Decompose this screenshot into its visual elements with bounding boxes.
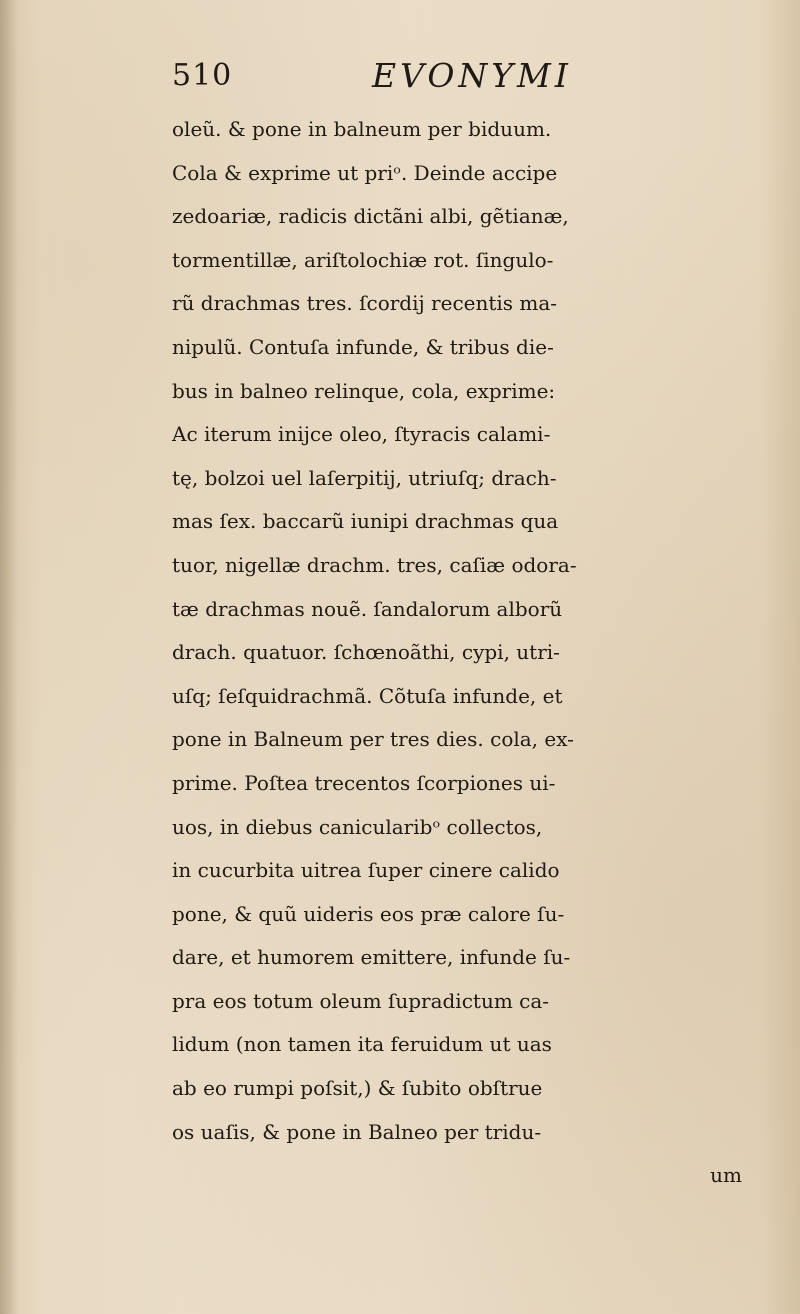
text-line: pone, & quũ uideris eos præ calore ſu- [172, 901, 565, 926]
text-line: in cucurbita uitrea ſuper cinere calido [172, 858, 560, 883]
text-line: tę, bolzoi uel laſerpitij, utriuſq; drach- [172, 465, 557, 490]
text-line: tuor, nigellæ drachm. tres, caſiæ odora- [172, 552, 577, 577]
text-line: prime. Poſtea trecentos ſcorpiones ui- [172, 770, 556, 795]
text-line: drach. quatuor. ſchœnoãthi, cypi, utri- [172, 640, 560, 665]
text-line: tormentillæ, ariſtolochiæ rot. ſingulo- [172, 247, 554, 272]
text-line: dare, et humorem emittere, infunde ſu- [172, 945, 571, 970]
text-line: Cola & exprime ut priᵒ. Deinde accipe [172, 160, 558, 185]
text-line: zedoariæ, radicis dictãni albi, gẽtianæ, [172, 204, 569, 229]
text-line: rũ drachmas tres. ſcordij recentis ma- [172, 291, 558, 316]
running-title: EVONYMI [372, 56, 572, 95]
page-header [172, 52, 642, 102]
text-line: oleũ. & pone in balneum per biduum. [172, 117, 552, 141]
text-line-final: um [710, 1163, 742, 1188]
text-line: nipulũ. Contuſa infunde, & tribus die- [172, 334, 554, 359]
text-line: uos, in diebus canicularibᵒ collectos, [172, 814, 543, 839]
text-line: lidum (non tamen ita feruidum ut uas [172, 1032, 552, 1057]
text-line: pone in Balneum per tres dies. cola, ex- [172, 727, 574, 752]
text-line: tæ drachmas nouẽ. ſandalorum alborũ [172, 596, 563, 621]
text-line: os uaſis, & pone in Balneo per tridu- [172, 1119, 542, 1144]
text-line: uſq; ſeſquidrachmã. Cõtuſa infunde, et [172, 683, 563, 708]
text-line: pra eos totum oleum ſupradictum ca- [172, 988, 550, 1013]
text-line: mas ſex. baccarũ iunipi drachmas qua [172, 509, 559, 534]
text-line: bus in balneo relinque, cola, exprime: [172, 378, 556, 403]
text-line: ab eo rumpi poſsit,) & ſubito obſtrue [172, 1076, 543, 1101]
body-text [172, 108, 792, 1198]
text-line: Ac iterum inijce oleo, ſtyracis calami- [172, 422, 551, 447]
page-number: 510 [172, 58, 233, 93]
page-gutter-shadow [0, 0, 18, 1314]
